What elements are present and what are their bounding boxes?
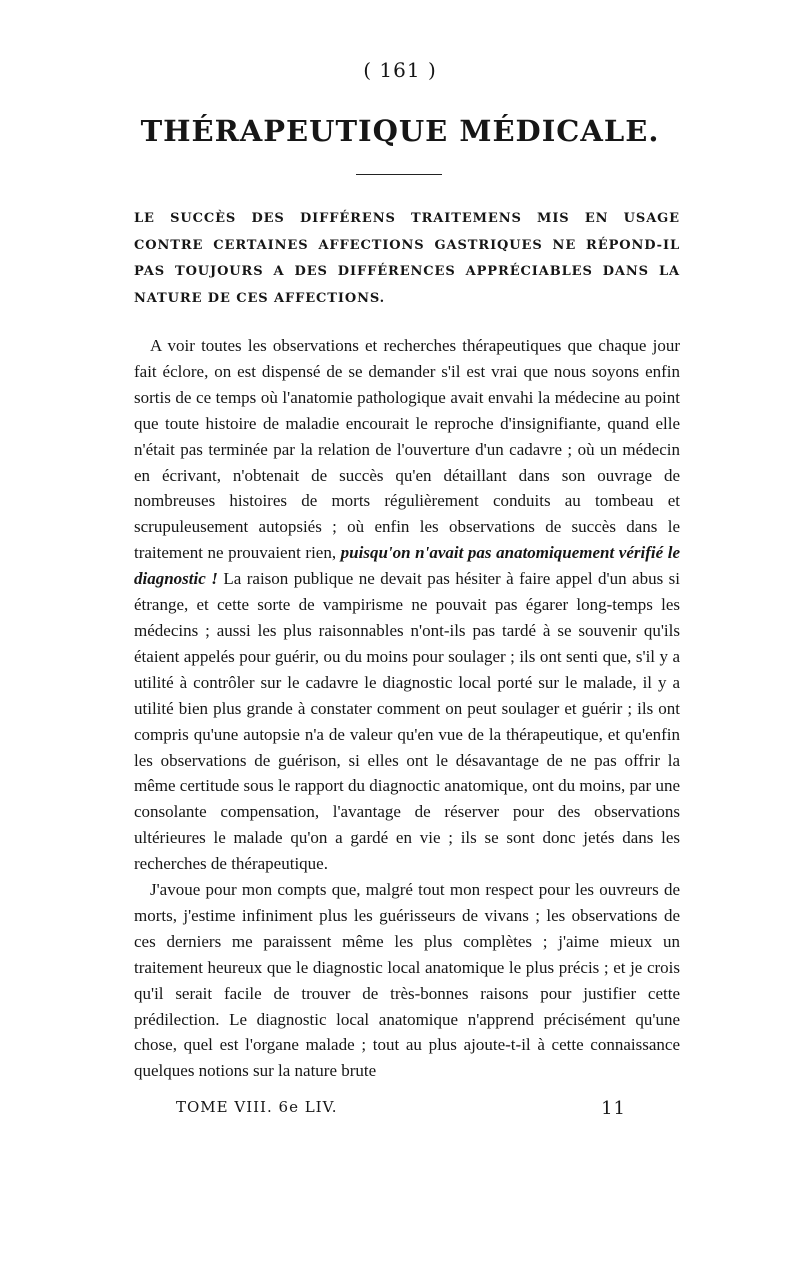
sheet-number: 11 xyxy=(601,1098,626,1119)
page-number: ( 161 ) xyxy=(363,58,437,82)
paragraph-2: J'avoue pour mon compts que, malgré tout mon respect pour les ouvreurs de morts, j'estime infiniment plus les guérisseurs de vivans ; les observations de ces derniers me paraissent même les plus complètes ; j'aime mieux un traitement heureux que le diagnostic local anatomique le plus précis ; et je crois qu'il serait facile de trouver de très-bonnes raisons pour justifier cette prédilection. Le diagnostic local anatomique n'apprend précisément qu'une chose, quel est l'organe malade ; tout au plus ajoute-t-il à cette connaissance quelques notions sur la nature brute xyxy=(134,880,680,1081)
title-divider xyxy=(356,174,442,175)
paragraph-1-emphasis: puisqu'on n'avait pas anatomiquement vérifié le diagnostic ! xyxy=(134,543,680,589)
page-footer xyxy=(176,1098,626,1122)
signature-mark: TOME VIII. 6e LIV. xyxy=(176,1098,338,1116)
paragraph-1-text-a: A voir toutes les observations et recherches thérapeutiques que chaque jour fait éclore, on est dispensé de se demander s'il est vrai que nous soyons enfin sortis de ce temps où l'anatomie pathologique avait envahi la médecine au point que toute histoire de maladie encourait le reproche d'insignifiante, quand elle n'était pas terminée par la relation de l'ouverture d'un cadavre ; où un médecin en écrivant, n'obtenait de succès qu'en détaillant dans son ouvrage de nombreuses histoires de morts régulièrement conduits au tombeau et scrupuleusement autopsiés ; où enfin les observations de succès dans le traitement ne prouvaient rien, xyxy=(134,336,680,563)
page-title: THÉRAPEUTIQUE MÉDICALE. xyxy=(140,114,660,148)
article-body xyxy=(134,333,680,1084)
paragraph-1 xyxy=(134,333,680,877)
article-subtitle: LE SUCCÈS DES DIFFÉRENS TRAITEMENS MIS EN USAGE CONTRE CERTAINES AFFECTIONS GASTRIQUES NE RÉPOND-IL PAS TOUJOURS A DES DIFFÉRENCES APPRÉCIABLES DANS LA NATURE DE CES AFFECTIONS. xyxy=(134,211,680,306)
paragraph-1-text-b: La raison publique ne devait pas hésiter à faire appel d'un abus si étrange, et cette sorte de vampirisme ne pouvait pas égarer long-temps les médecins ; aussi les plus raisonnables n'ont-ils pas tardé à se souvenir qu'ils étaient appelés pour guérir, ou du moins pour soulager ; ils ont senti que, s'il y a utilité à contrôler sur le cadavre le diagnostic local porté sur le malade, il y a utilité bien plus grande à constater comment on peut soulager et guérir ; ils ont compris qu'une autopsie n'a de valeur qu'en vue de la thérapeutique, et qu'enfin les observations de guérison, si elles ont le désavantage de ne pas offrir la même certitude sous le rapport du diagnoctic anatomique, ont du moins, par une consolante compensation, l'avantage de réserver pour des observations ultérieures le malade qu'on a gardé en vie ; ils se sont donc jetés dans les recherches de thérapeutique. xyxy=(134,569,680,874)
